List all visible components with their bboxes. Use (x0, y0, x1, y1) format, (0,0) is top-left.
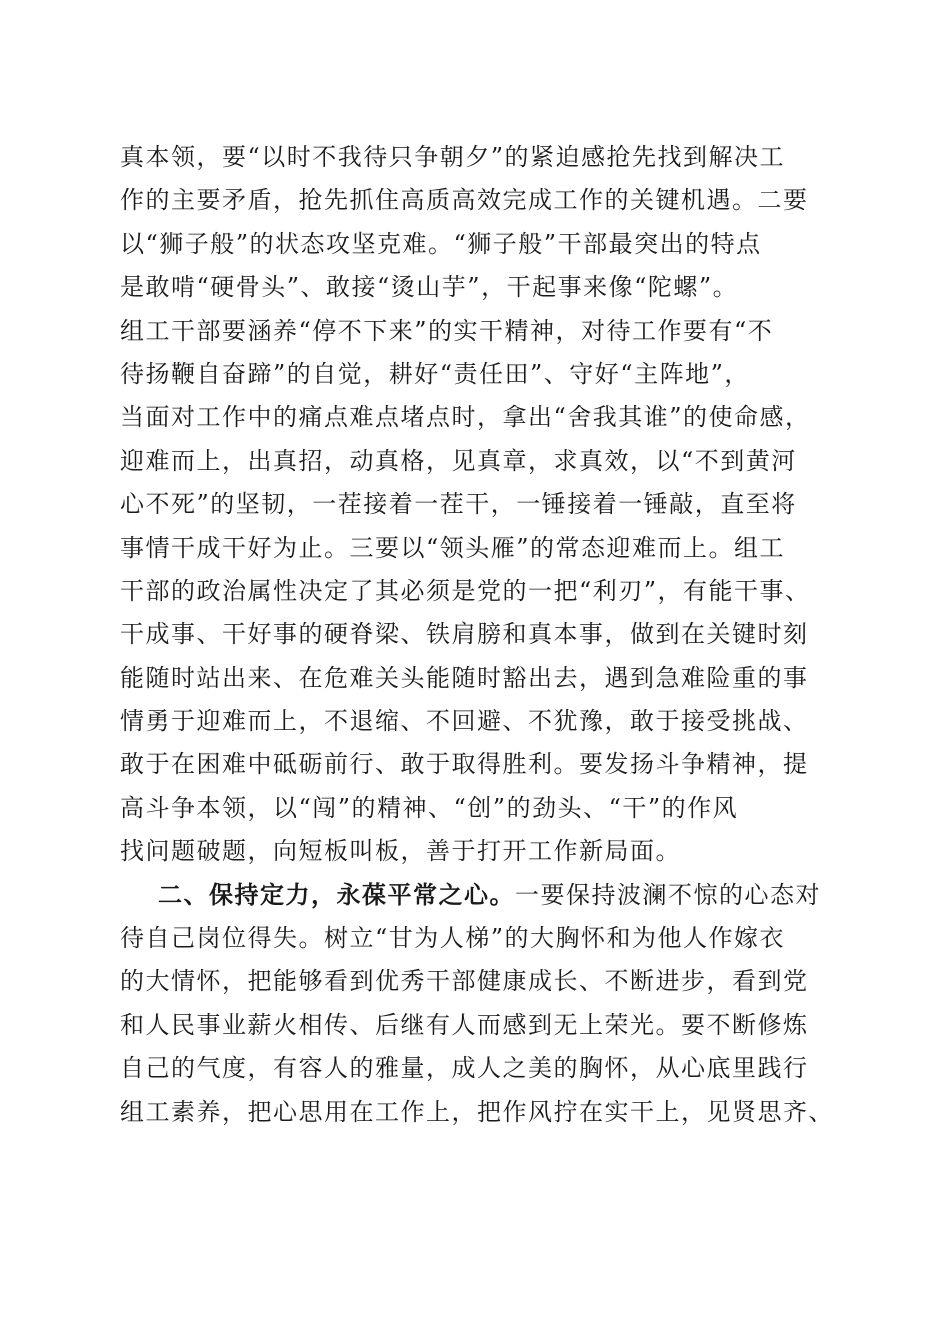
paragraph-line: 能随时站出来、在危难关头能随时豁出去，遇到急难险重的事 (120, 663, 809, 692)
section-first-line (120, 874, 830, 917)
paragraph-line: 事情干成干好为止。三要以“领头雁”的常态迎难而上。组工 (120, 533, 786, 562)
paragraph-line: 的大情怀，把能够看到优秀干部健康成长、不断进步，看到党 (120, 967, 809, 996)
paragraph-line: 找问题破题，向短板叫板，善于打开工作新局面。 (120, 837, 681, 866)
paragraph-line: 待扬鞭自奋蹄”的自觉，耕好“责任田”、守好“主阵地”， (120, 359, 750, 388)
paragraph-line: 高斗争本领，以“闯”的精神、“创”的劲头、“干”的作风 (120, 793, 739, 822)
paragraph-line: 当面对工作中的痛点难点堵点时，拿出“舍我其谁”的使命感， (120, 403, 811, 432)
section-first-line-text: 一要保持波澜不惊的心态对 (515, 880, 821, 909)
paragraph-line: 是敢啃“硬骨头”、敢接“烫山芋”，干起事来像“陀螺”。 (120, 273, 739, 302)
paragraph-line: 敢于在困难中砥砺前行、敢于取得胜利。要发扬斗争精神，提 (120, 750, 809, 779)
paragraph-line: 自己的气度，有容人的雅量，成人之美的胸怀，从心底里践行 (120, 1054, 809, 1083)
paragraph-line: 待自己岗位得失。树立“甘为人梯”的大胸怀和为他人作嫁衣 (120, 924, 786, 953)
paragraph-line: 作的主要矛盾，抢先抓住高质高效完成工作的关键机遇。二要 (120, 186, 809, 215)
paragraph-line: 组工干部要涵养“停不下来”的实干精神，对待工作要有“不 (120, 316, 774, 345)
paragraph-line: 干成事、干好事的硬脊梁、铁肩膀和真本事，做到在关键时刻 (120, 620, 809, 649)
paragraph-line: 干部的政治属性决定了其必须是党的一把“利刃”，有能干事、 (120, 576, 811, 605)
paragraph-line: 情勇于迎难而上，不退缩、不回避、不犹豫，敢于接受挑战、 (120, 707, 809, 736)
paragraph-line: 真本领，要“以时不我待只争朝夕”的紧迫感抢先找到解决工 (120, 143, 786, 171)
paragraph-line: 以“狮子般”的状态攻坚克难。“狮子般”干部最突出的特点 (120, 229, 762, 258)
body-text (120, 136, 834, 1134)
paragraph-line: 心不死”的坚韧，一茬接着一茬干，一锤接着一锤敲，直至将 (120, 490, 797, 519)
paragraph-line: 组工素养，把心思用在工作上，把作风拧在实干上，见贤思齐、 (120, 1097, 834, 1126)
section-heading: 二、保持定力，永葆平常之心。 (158, 880, 515, 909)
paragraph-line: 迎难而上，出真招，动真格，见真章，求真效，以“不到黄河 (120, 446, 797, 475)
paragraph-line: 和人民事业薪火相传、后继有人而感到无上荣光。要不断修炼 (120, 1010, 809, 1039)
